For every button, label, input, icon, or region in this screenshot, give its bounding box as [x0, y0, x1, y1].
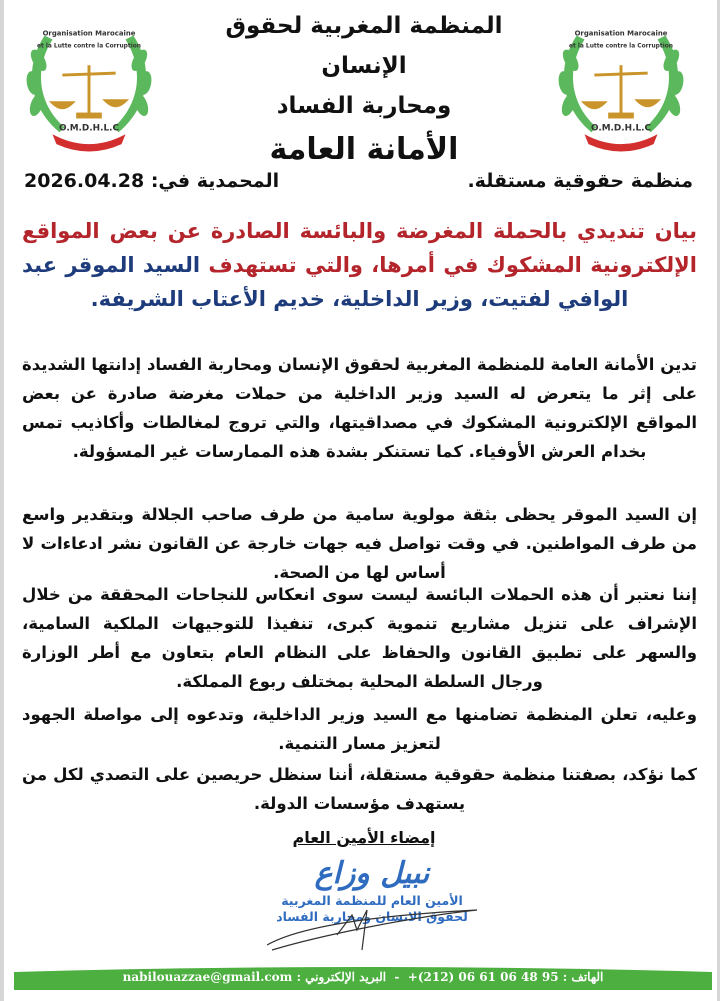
stamp-name: نبيل وزاع [314, 856, 430, 891]
footer-contact-text [14, 970, 712, 984]
body-paragraph-5: كما نؤكد، بصفتنا منظمة حقوقية مستقلة، أننا سنظل حريصين على التصدي لكل من يستهدف مؤسسات الدولة. [22, 765, 697, 813]
place-label: المحمدية في: [150, 170, 280, 192]
title-blue-part: السيد الموقر عبد الوافي لفتيت، وزير الداخلية، خديم الأعتاب الشريفة. [22, 253, 629, 311]
svg-text:et la Lutte contre la Corrupti: et la Lutte contre la Corruption [568, 43, 674, 50]
scales-of-justice-icon [14, 6, 164, 154]
footer-phone-label: الهاتف : [562, 970, 604, 984]
scales-of-justice-icon [546, 6, 696, 154]
body-paragraph-2: إن السيد الموقر يحظى بثقة مولوية سامية من طرف صاحب الجلالة وبتقدير واسع من طرف المواطنين. في وقت تواصل فيه جهات خارجة عن القانون نشر ادعاءات لا أساس لها من الصحة. [22, 505, 697, 582]
org-name-line2: ومحاربة الفساد [276, 93, 452, 119]
place-and-date [24, 170, 279, 192]
body-paragraph-4: وعليه، تعلن المنظمة تضامنها مع السيد وزير الداخلية، وتدعوه إلى مواصلة الجهود لتعزيز مسار التنمية. [22, 705, 697, 753]
department-name: الأمانة العامة [269, 132, 459, 167]
statement-title [22, 214, 697, 316]
signature-label: إمضاء الأمين العام [292, 828, 436, 847]
contact-footer-bar [14, 966, 712, 990]
meta-row [24, 170, 697, 200]
title-red-part: بيان تنديدي بالحملة المغرضة والبائسة الصادرة عن بعض المواقع الإلكترونية المشكوك في أمرها، والتي تستهدف [22, 219, 698, 277]
footer-email-label: البريد الإلكتروني : [296, 970, 387, 984]
letterhead-title-block [189, 6, 539, 174]
footer-separator: - [394, 970, 400, 984]
footer-email[interactable]: nabilouazzae@gmail.com [122, 970, 293, 984]
signature-stamp [262, 855, 482, 955]
date-value: 2026.04.28 [24, 170, 145, 192]
footer-phone: +(212) 06 61 06 48 95 [407, 970, 559, 984]
svg-text:O.M.D.H.L.C: O.M.D.H.L.C [58, 123, 120, 134]
body-paragraph-1: تدين الأمانة العامة للمنظمة المغربية لحقوق الإنسان ومحاربة الفساد إدانتها الشديدة على إثر ما يتعرض له السيد وزير الداخلية من حملات مغرضة صادرة عن بعض المواقع الإلكترونية المشكوك في مصداقيتها، والتي تروج لمغالطات وأكاذيب تمس بخدام العرش الأوفياء. كما تستنكر بشدة هذه الممارسات غير المسؤولة. [22, 355, 697, 461]
svg-text:et la Lutte contre la Corrupti: et la Lutte contre la Corruption [36, 43, 142, 50]
stamp-title-line2: لحقوق الانسان ومحاربة الفساد [276, 909, 468, 924]
body-paragraph-3: إننا نعتبر أن هذه الحملات البائسة ليست سوى انعكاس للنجاحات المحققة من خلال الإشراف على تنزيل مشاريع تنموية كبرى، تنفيذا للتوجيهات الملكية السامية، والسهر على تطبيق القانون والحفاظ على النظام العام بتعاون مع أطر الوزارة ورجال السلطة المحلية بمختلف ربوع المملكة. [22, 585, 697, 691]
organization-logo-right [546, 6, 696, 154]
svg-text:Organisation Marocaine: Organisation Marocaine [574, 29, 668, 38]
org-name-line1: المنظمة المغربية لحقوق الإنسان [225, 13, 503, 79]
svg-text:Organisation Marocaine: Organisation Marocaine [42, 29, 136, 38]
svg-text:O.M.D.H.L.C: O.M.D.H.L.C [590, 123, 652, 134]
handwritten-signature-icon [262, 895, 482, 955]
stamp-title-line1: الأمين العام للمنظمة المغربية [281, 893, 463, 908]
organization-logo-left [14, 6, 164, 154]
org-status: منظمة حقوقية مستقلة. [467, 170, 693, 192]
